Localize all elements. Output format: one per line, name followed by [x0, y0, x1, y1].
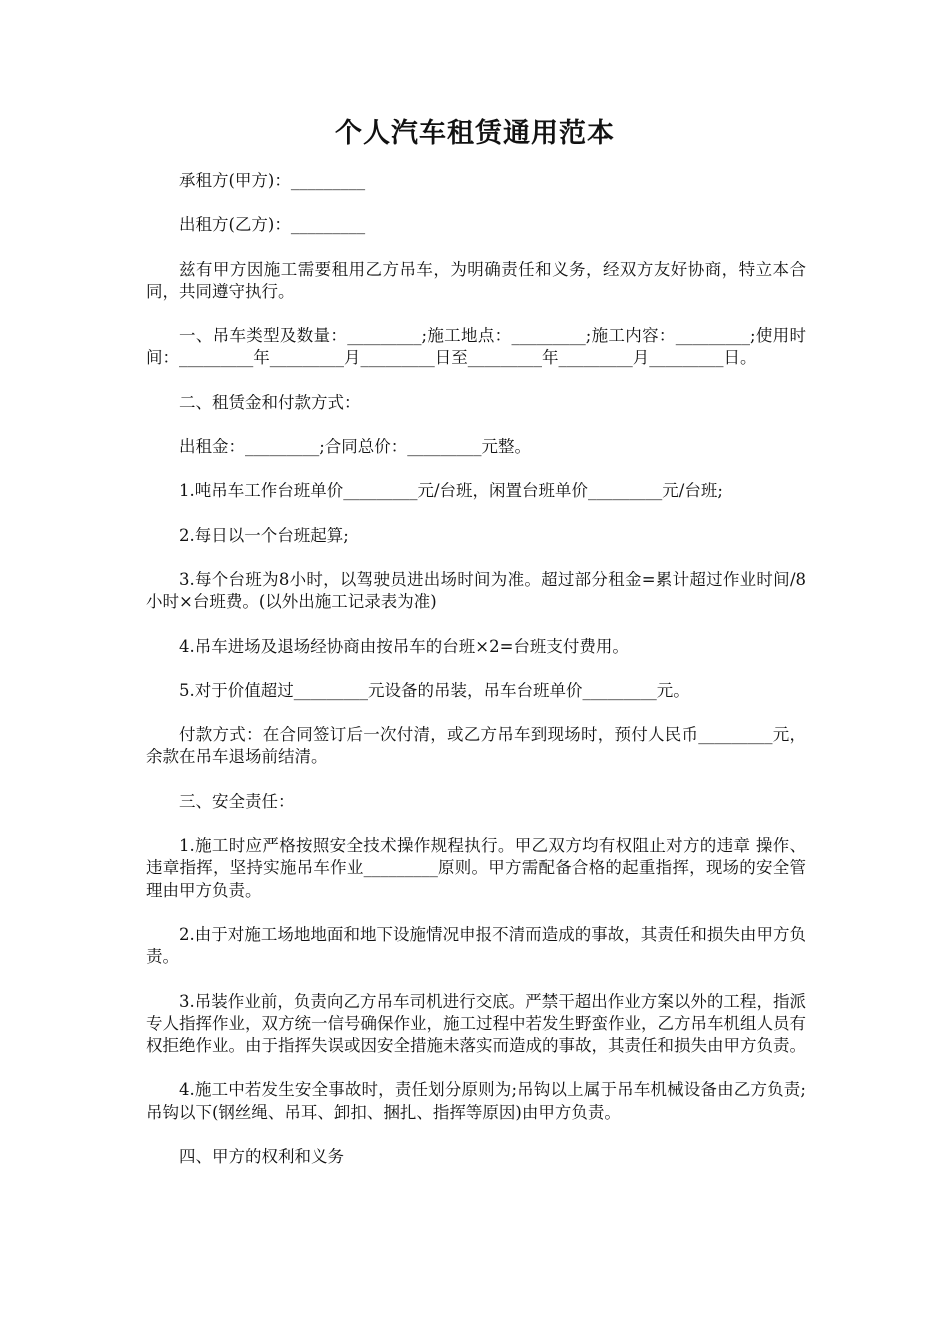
paragraph-preamble: 兹有甲方因施工需要租用乙方吊车，为明确责任和义务，经双方友好协商，特立本合同，共同遵守执行。	[146, 259, 806, 301]
paragraph-lessor: 出租方(乙方)：_________	[179, 215, 366, 235]
paragraph-clause-2-4: 4.吊车进场及退场经协商由按吊车的台班×2=台班支付费用。	[179, 636, 629, 656]
paragraph-section-1: 一、吊车类型及数量：_________;施工地点：_________;施工内容：_________;使用时间：_________年_________月_________日至_________年_________月_________日。	[146, 326, 806, 368]
paragraph-lessee: 承租方(甲方)：_________	[179, 171, 366, 190]
paragraph-clause-3-4: 4.施工中若发生安全事故时，责任划分原则为;吊钩以上属于吊车机械设备由乙方负责;吊钩以下(钢丝绳、吊耳、卸扣、捆扎、指挥等原因)由甲方负责。	[146, 1080, 806, 1122]
paragraph-clause-2-2: 2.每日以一个台班起算;	[179, 525, 349, 545]
paragraph-clause-3-2: 2.由于对施工场地地面和地下设施情况申报不清而造成的事故，其责任和损失由甲方负责。	[146, 924, 806, 967]
paragraph-clause-2-1: 1.吨吊车工作台班单价_________元/台班，闲置台班单价_________元/台班;	[179, 481, 723, 501]
document-title: 个人汽车租赁通用范本	[335, 118, 615, 149]
heading-section-3: 三、安全责任：	[179, 791, 295, 811]
heading-section-4: 四、甲方的权利和义务	[179, 1147, 344, 1167]
paragraph-rent: 出租金：_________;合同总价：_________元整。	[179, 437, 532, 457]
paragraph-clause-2-3: 3.每个台班为8小时，以驾驶员进出场时间为准。超过部分租金=累计超过作业时间/8小时×台班费。(以外出施工记录表为准)	[146, 569, 806, 612]
paragraph-clause-2-5: 5.对于价值超过_________元设备的吊装，吊车台班单价_________元。	[179, 680, 690, 700]
paragraph-clause-3-1: 1.施工时应严格按照安全技术操作规程执行。甲乙双方均有权阻止对方的违章 操作、违章指挥，坚持实施吊车作业_________原则。甲方需配备合格的起重指挥，现场的安全管理由甲方负责。	[146, 836, 806, 900]
document-body	[146, 170, 806, 1190]
heading-section-2: 二、租赁金和付款方式：	[179, 392, 361, 412]
paragraph-payment: 付款方式：在合同签订后一次付清，或乙方吊车到现场时，预付人民币_________元，余款在吊车退场前结清。	[146, 725, 806, 767]
paragraph-clause-3-3: 3.吊装作业前，负责向乙方吊车司机进行交底。严禁干超出作业方案以外的工程，指派专人指挥作业，双方统一信号确保作业，施工过程中若发生野蛮作业，乙方吊车机组人员有权拒绝作业。由于指挥失误或因安全措施未落实而造成的事故，其责任和损失由甲方负责。	[146, 991, 806, 1056]
